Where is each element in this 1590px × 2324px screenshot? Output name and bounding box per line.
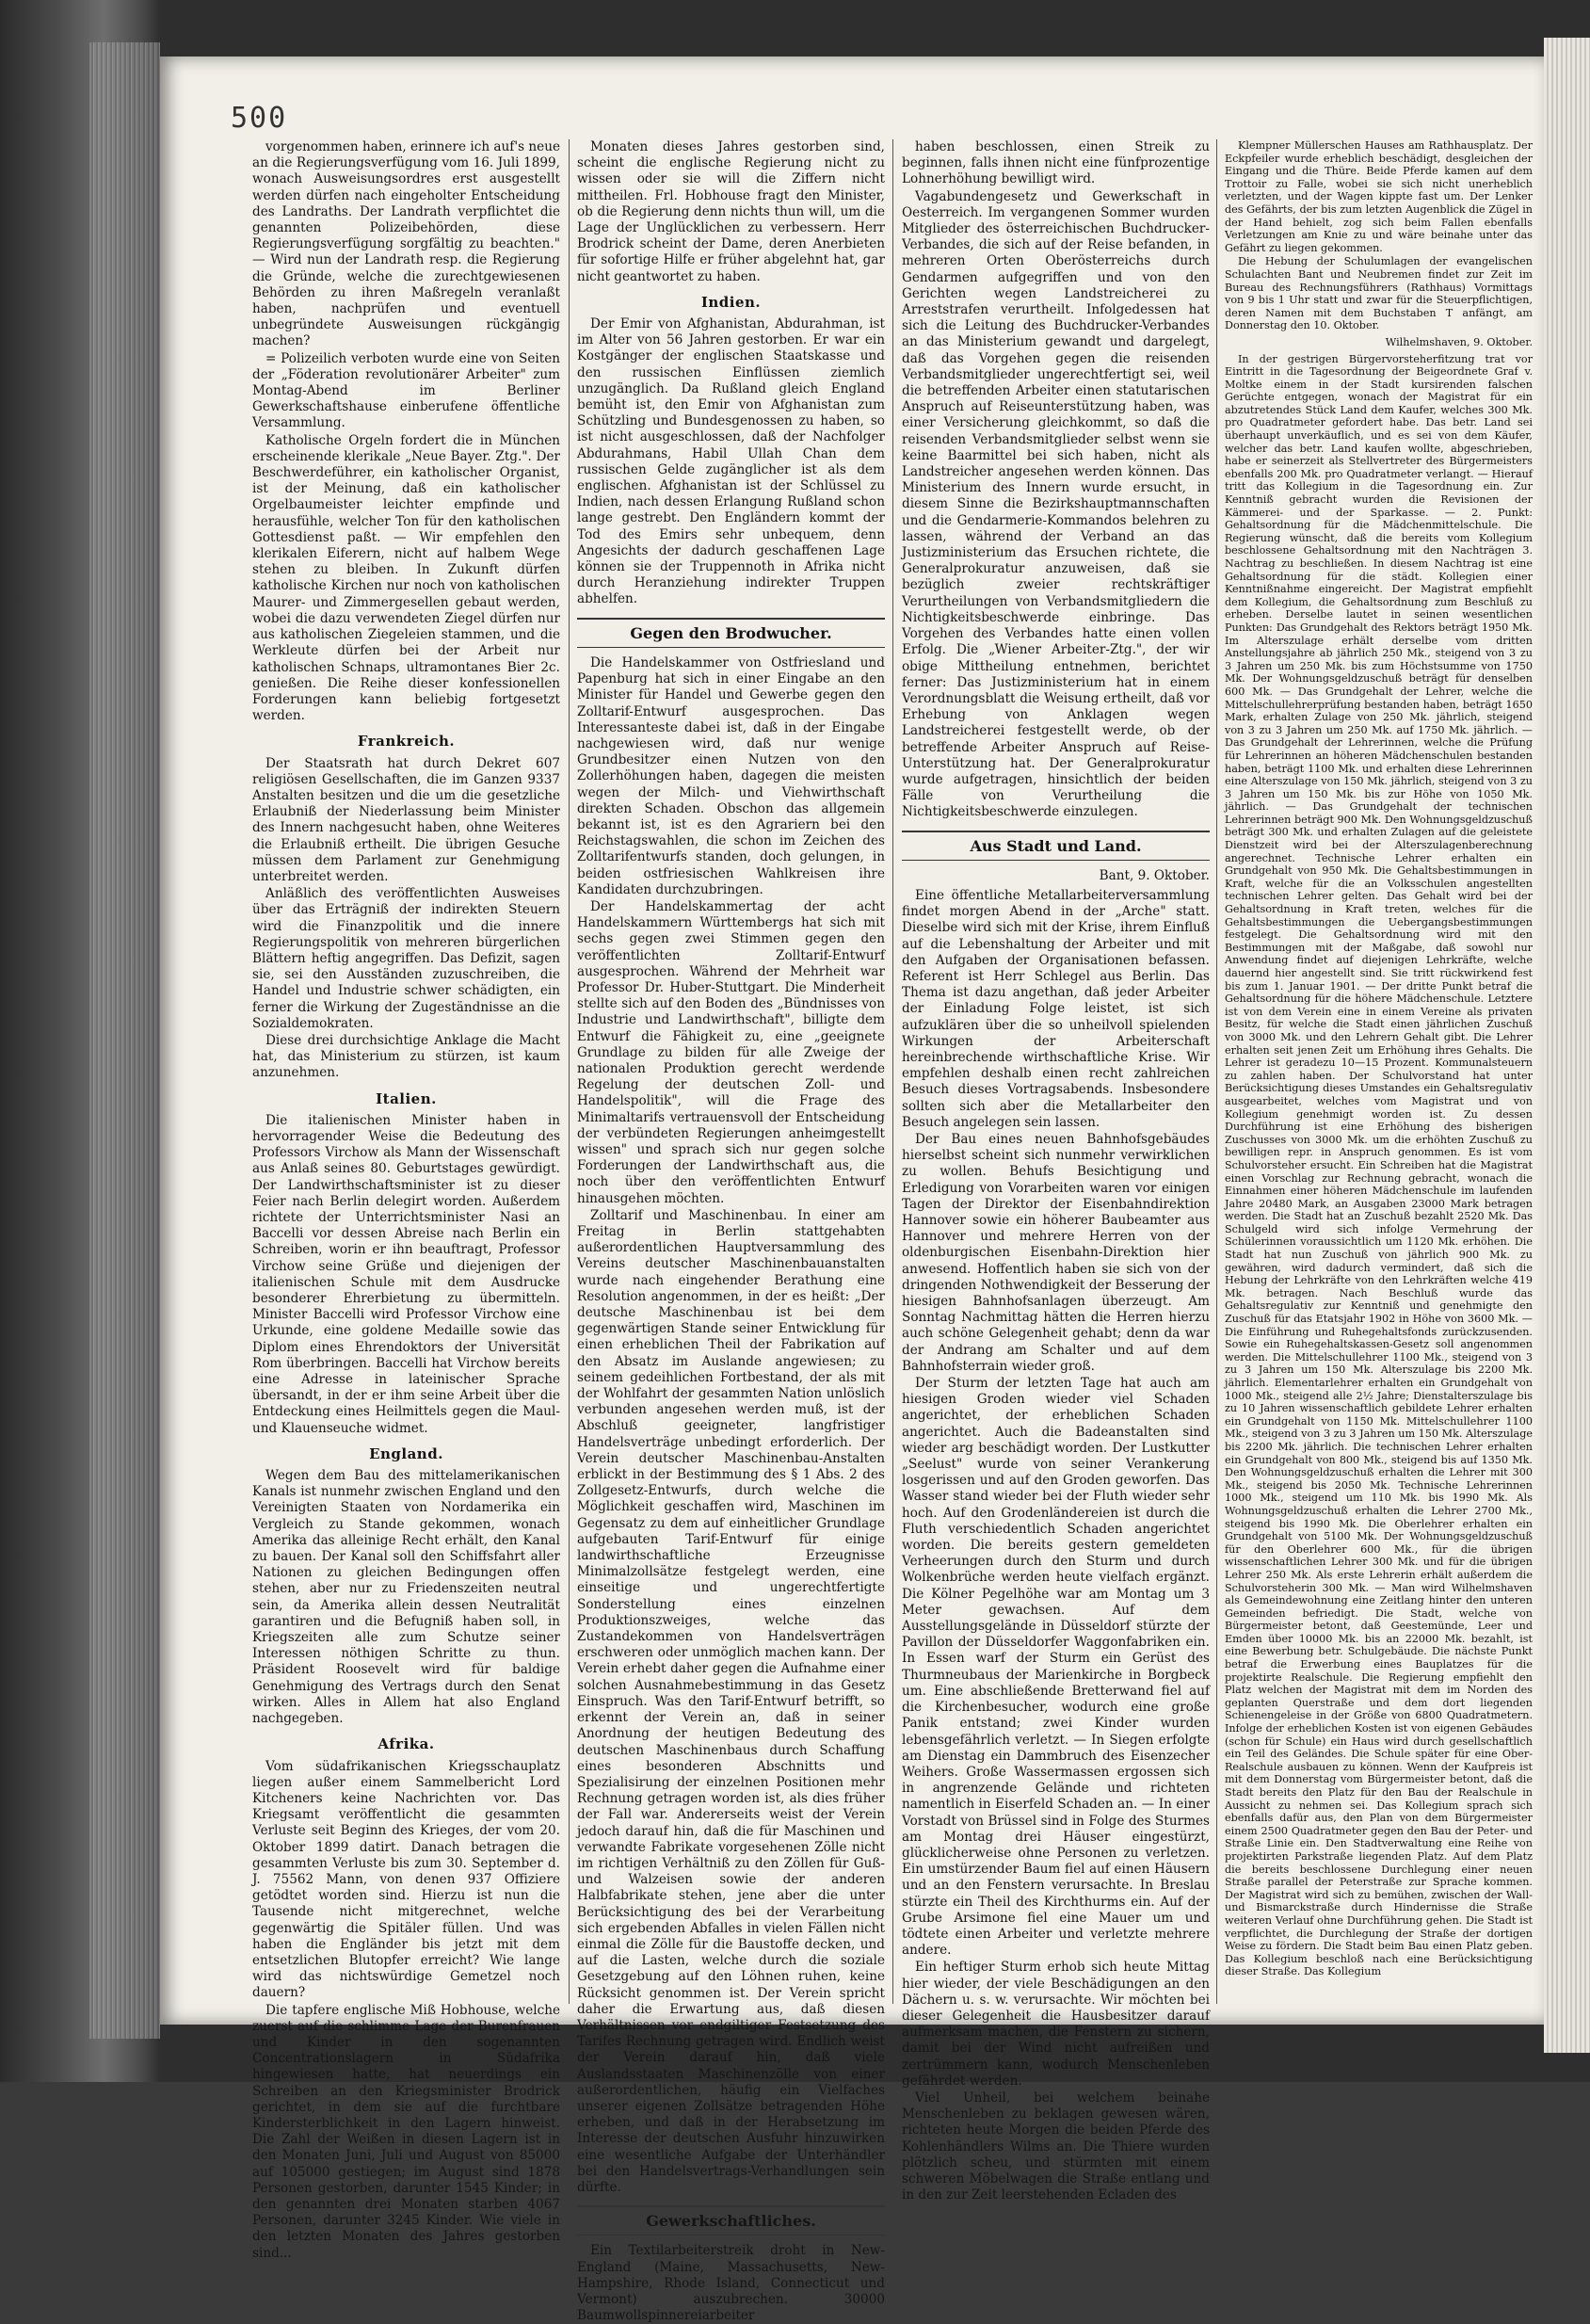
article-paragraph: Vagabundengesetz und Gewerkschaft in Oesterreich. Im vergangenen Sommer wurden Mitglieder des österreichischen Buchdrucker-Verbandes, die sich auf der Reise befanden, in mehreren Orten Oberösterreichs durch Gendarmen aufgegriffen und von den Gerichten wegen Landstreicherei zu Arreststrafen verurtheilt. Infolgedessen hat sich die Leitung des Buchdrucker-Verbandes an das Ministerium gewandt und dargelegt, daß das Vorgehen gegen die reisenden Verbandsmitglieder ungerechtfertigt sei, weil die betreffenden Arbeiter einen statutarischen Anspruch auf Reiseunterstützung haben, was einer Versicherung gleichkommt, so daß die reisenden Verbandsmitglieder selbst wenn sie keine Baarmittel bei sich haben, nicht als Landstreicher angesehen werden können. Das Ministerium des Innern wurde ersucht, in diesem Sinne die Bezirkshauptmannschaften und die Gendarmerie-Kommandos belehren zu lassen, während der Verband an das Justizministerium das Ersuchen richtete, die Generalprokuratur anzuweisen, daß sie bezüglich zweier rechtskräftiger Verurtheilungen von Verbandsmitgliedern die Nichtigkeitsbeschwerde einbringe. Das Vorgehen des Verbandes hatte einen vollen Erfolg. Die „Wiener Arbeiter-Ztg.", der wir obige Mittheilung entnehmen, berichtet ferner: Das Justizministerium hat in einem Verordnungsblatt die Weisung ertheilt, daß vor Erhebung von Anklagen wegen Landstreicherei festgestellt werde, ob der betreffende Arbeiter Anspruch auf Reise-Unterstützung hat. Der Generalprokuratur wurde aufgetragen, hinsichtlich der beiden Fälle von Verurtheilung die Nichtigkeitsbeschwerde einzulegen. — [902, 188, 1210, 820]
section-heading: Italien. — [376, 1089, 437, 1107]
article-paragraph: Vom südafrikanischen Kriegsschauplatz liegen außer einem Sammelbericht Lord Kitcheners keine Nachrichten vor. Das Kriegsamt veröffentlicht die gesammten Verluste seit Beginn des Krieges, der vom 20. Oktober 1899 datirt. Danach betragen die gesammten Verluste bis zum 30. September d. J. 75562 Mann, von denen 937 Offiziere getödtet worden sind. Hierzu ist nun die Tausende nicht mitgerechnet, welche gegenwärtig die Spitäler füllen. Und was haben die Engländer bis jetzt mit dem entsetzlichen Blutopfer erreicht? Wie lange wird das nichtswürdige Gemetzel noch dauern? — [252, 1758, 560, 2001]
article-paragraph: Viel Unheil, bei welchem beinahe Menschenleben zu beklagen gewesen wären, richteten heute Morgen die beiden Pferde des Kohlenhändlers Wilms an. Die Thiere wurden plötzlich scheu, und stürmten mit einem schweren Möbelwagen die Straße entlang und in den zur Zeit leerstehenden Ecladen des — [902, 2090, 1210, 2203]
article-paragraph: Wegen dem Bau des mittelamerikanischen Kanals ist nunmehr zwischen England und den Vereinigten Staaten von Nordamerika ein Vergleich zu Stande gekommen, wonach Amerika das alleinige Recht erhält, den Kanal zu bauen. Der Kanal soll den Schiffsfahrt aller Nationen zu gleichen Bedingungen offen stehen, aber nur zu Friedenszeiten neutral sein, da Amerika allein dessen Neutralität garantiren und die Befugniß haben soll, in Kriegszeiten alle zum Schutze seiner Interessen nöthigen Schritte zu thun. Präsident Roosevelt wird für baldige Genehmigung des Vertrags durch den Senat wirken. Alles in Allem hat also England nachgegeben. — [252, 1468, 560, 1727]
column-rule — [569, 139, 570, 2004]
boxed-section-heading: Gegen den Brodwucher. — [577, 618, 885, 648]
page-edge-stack — [1544, 38, 1590, 2053]
article-paragraph: = Polizeilich verboten wurde eine von Seiten der „Föderation revolutionärer Arbeiter" zum Montag-Abend im Berliner Gewerkschaftshause einberufene öffentliche Versammlung. — [252, 350, 560, 431]
article-paragraph: vorgenommen haben, erinnere ich auf's neue an die Regierungsverfügung vom 16. Juli 1899, wonach Ausweisungsordres erst ausgestellt werden dürfen nach eingeholter Entscheidung des Landraths. Der Landrath verpflichtet die genannten Polizeibehörden, diese Regierungsverfügung sorgfältig zu beachten." — Wird nun der Landrath resp. die Regierung die Gründe, welche die zurechtgewiesenen Behörden zu ihren Maßregeln veranlaßt haben, nachprüfen und eventuell unbegründete Ausweisungen rückgängig machen? — [252, 139, 560, 349]
article-paragraph: Klempner Müllerschen Hauses am Rathhausplatz. Der Eckpfeiler wurde erheblich beschädigt, desgleichen der Eingang und die Thüre. Beide Pferde kamen auf dem Trottoir zu Falle, wobei sie sich nicht unerheblich verletzten, und der Wagen kippte fast um. Der Lenker des Gefährts, der bis zum letzten Augenblick die Zügel in der Hand behielt, zog sich beim Fallen ebenfalls Verletzungen am Knie zu und wäre beinahe unter das Gefährt zu liegen gekommen. — [1225, 139, 1533, 254]
dateline: Wilhelmshaven, 9. Oktober. — [1385, 335, 1533, 348]
section-heading: Frankreich. — [357, 733, 456, 750]
article-paragraph: Der Sturm der letzten Tage hat auch am hiesigen Groden wieder viel Schaden angerichtet, der erheblichen Schaden angerichtet. Auch die Badeanstalten sind wieder arg beschädigt worden. Der Lustkutter „Seelust" wurde von seiner Verankerung losgerissen und auf den Groden geworfen. Das Wasser stand wieder bei der Fluth wieder sehr hoch. Auf den Grodenländereien ist durch die Fluth verschiedentlich Schaden angerichtet worden. Die bereits gestern gemeldeten Verheerungen durch den Sturm und durch Wolkenbrüche werden heute vielfach ergänzt. Die Kölner Pegelhöhe war am Montag um 3 Meter gewachsen. Auf dem Ausstellungsgelände in Düsseldorf stürzte der Pavillon der Düsseldorfer Waggonfabriken ein. In Essen warf der Sturm ein Gerüst des Thurmneubaus der Marienkirche in Borgbeck um. Eine abschließende Bretterwand fiel auf die Kirchenbesucher, wodurch eine große Panik entstand; zwei Kinder wurden lebensgefährlich verletzt. — In Siegen erfolgte am Dienstag ein Dammbruch des Eisenzecher Weihers. Große Wassermassen ergossen sich in angrenzende Gelände und richteten namentlich in Eiserfeld Schaden an. — In einer Vorstadt von Brüssel sind in Folge des Sturmes am Montag drei Häuser eingestürzt, glücklicherweise ohne Personen zu verletzen. Ein umstürzender Baum fiel auf einen Häusern und an den Fenstern verursachte. In Breslau stürzte ein Theil des Kirchthurms ein. Auf der Grube Arsimone fiel eine Mauer um und tödtete einen Arbeiter und verletzte mehrere andere. — [902, 1376, 1210, 1959]
article-paragraph: Die Hebung der Schulumlagen der evangelischen Schulachten Bant und Neubremen findet zur Zeit im Bureau des Rechnungsführers (Rathhaus) Vormittags von 9 bis 1 Uhr statt und zwar für die Steuerpflichtigen, deren Namen mit dem Buchstaben T anfängt, am Donnerstag den 10. Oktober. — [1225, 255, 1533, 332]
page-number: 500 — [231, 102, 288, 135]
article-paragraph: haben beschlossen, einen Streik zu beginnen, falls ihnen nicht eine fünfprozentige Lohnerhöhung bewilligt wird. — [902, 139, 1210, 187]
article-paragraph: Der Emir von Afghanistan, Abdurahman, ist im Alter von 56 Jahren gestorben. Er war ein Kostgänger der englischen Staatskasse und den russischen Einflüssen ziemlich unzugänglich. Da Rußland gleich England bemüht ist, den Emir von Afghanistan zum Schützling und Bundesgenossen zu haben, so ist nicht ausgeschlossen, daß der Nachfolger Abdurahmans, Habil Ullah Chan dem russischen Gelde zugänglicher ist als dem englischen. Afghanistan ist der Schlüssel zu Indien, nach dessen Erlangung Rußland schon lange gestrebt. Den Engländern kommt der Tod des Emirs sehr unbequem, denn Angesichts der dadurch geschaffenen Lage können sie der Truppennoth in Afrika nicht durch Heranziehung indirekter Truppen abhelfen. — [577, 316, 885, 607]
section-heading: Afrika. — [377, 1735, 435, 1753]
book-binding — [89, 42, 160, 2039]
article-paragraph: Die italienischen Minister haben in hervorragender Weise die Bedeutung des Professors Virchow als Mann der Wissenschaft aus Anlaß seines 80. Geburtstages gewürdigt. Der Landwirthschaftsminister ist zu dieser Feier nach Berlin delegirt worden. Außerdem richtete der Unterrichtsminister Nasi an Baccelli vor dessen Abreise nach Berlin ein Schreiben, worin er ihn beauftragt, Professor Virchow seine Grüße und diejenigen der italienischen Schule mit dem Ausdrucke besonderer Ehrerbietung zu übermitteln. Minister Baccelli wird Professor Virchow eine Urkunde, eine goldene Medaille sowie das Diplom eines Ehrendoktors der Universität Rom überbringen. Baccelli hat Virchow bereits eine Adresse in lateinischer Sprache übersandt, in der er ihm seine Arbeit über die Entdeckung eines Heilmittels gegen die Maul- und Klauenseuche widmet. — [252, 1112, 560, 1436]
boxed-section-heading: Gewerkschaftliches. — [577, 2205, 885, 2235]
column-rule — [1216, 139, 1217, 2004]
article-paragraph: Zolltarif und Maschinenbau. In einer am Freitag in Berlin stattgehabten außerordentlichen Hauptversammlung des Vereins deutscher Maschinenbauanstalten wurde nach eingehender Berathung eine Resolution angenommen, in der es heißt: „Der deutsche Maschinenbau ist bei dem gegenwärtigen Stande seiner Entwicklung für einen erheblichen Theil der Fabrikation auf den Absatz im Auslande angewiesen; zu seinem gedeihlichen Fortbestand, der als mit der Wohlfahrt der gesammten Nation unlöslich verbunden angesehen werden muß, ist der Abschluß geeigneter, langfristiger Handelsverträge unbedingt erforderlich. Der Verein deutscher Maschinenbau-Anstalten erblickt in der Bestimmung des § 1 Abs. 2 des Zollgesetz-Entwurfs, durch welche die Möglichkeit geschaffen wird, Maschinen im Gegensatz zu dem auf einheitlicher Grundlage aufgebauten Tarif-Entwurf für einige landwirthschaftliche Erzeugnisse Minimalzollsätze festgelegt werden, eine einseitige und ungerechtfertigte Sonderstellung eines einzelnen Produktionszweiges, welche das Zustandekommen von Handelsverträgen erschweren oder unmöglich machen kann. Der Verein erhebt daher gegen die Aufnahme einer solchen Ausnahmebestimmung in das Gesetz Einspruch. Was den Tarif-Entwurf betrifft, so erkennt der Verein an, daß in seiner Anordnung der heutigen Bedeutung des deutschen Maschinenbaus durch Schaffung eines besonderen Abschnitts und Spezialisirung der einzelnen Positionen mehr Rechnung getragen worden ist, als dies früher der Fall war. Andererseits weist der Verein jedoch darauf hin, daß die für Maschinen und verwandte Fabrikate vorgesehenen Zölle nicht im richtigen Verhältniß zu den Zöllen für Guß- und Walzeisen sowie der anderen Halbfabrikate stehen, jene aber die unter Berücksichtigung des bei der Verarbeitung sich ergebenden Abfalles in vielen Fällen nicht einmal die Zölle für die Baustoffe decken, und auf die Lasten, welche durch die soziale Gesetzgebung auf den Löhnen ruhen, keine Rücksicht genommen ist. Der Verein spricht daher die Erwartung aus, daß diesen Verhältnissen vor endgiltiger Festsetzung des Tarifes Rechnung getragen wird. Endlich weist der Verein darauf hin, daß viele Auslandsstaaten Maschinenzölle von einer außerordentlichen, häufig ein Vielfaches unserer eigenen Zollsätze betragenden Höhe erheben, und daß in der Herabsetzung im Interesse der deutschen Ausfuhr hinzuwirken eine wesentliche Aufgabe der Unterhändler bei den Handelsvertrags-Verhandlungen sein dürfte. — [577, 1207, 885, 2195]
section-heading: Indien. — [700, 293, 762, 311]
article-paragraph: Der Staatsrath hat durch Dekret 607 religiösen Gesellschaften, die im Ganzen 9337 Anstalten besitzen und die um die gesetzliche Erlaubniß der Niederlassung beim Minister des Innern nachgesucht haben, ohne Weiteres die Erlaubniß ertheilt. Die übrigen Gesuche müssen dem Parlament zur Genehmigung unterbreitet werden. — [252, 755, 560, 884]
article-paragraph: Ein Textilarbeiterstreik droht in New-England (Maine, Massachusetts, New-Hampshire, Rhode Island, Connecticut und Vermont) auszubrechen. 30000 Baumwollspinnereiarbeiter — [577, 2243, 885, 2324]
column-4 — [1225, 139, 1533, 2013]
article-paragraph: Ein heftiger Sturm erhob sich heute Mittag hier wieder, der viele Beschädigungen an den Dächern u. s. w. verursachte. Wir möchten bei dieser Gelegenheit die Hausbesitzer darauf aufmerksam machen, die Fenstern zu sichern, damit bei der Wind nicht aufreißen und zertrümmern kann, wodurch Menschenleben gefährdet werden. — [902, 1960, 1210, 2089]
article-paragraph: Die Handelskammer von Ostfriesland und Papenburg hat sich in einer Eingabe an den Minister für Handel und Gewerbe gegen den Zolltarif-Entwurf ausgesprochen. Das Interessanteste dabei ist, daß in der Eingabe nachgewiesen wird, daß nur wenige Grundbesitzer einen Nutzen von den Zollerhöhungen haben, dagegen die meisten wegen der Milch- und Viehwirthschaft direkten Schaden. Obschon das allgemein bekannt ist, ist es den Agrariern bei den Reichstagswahlen, die schon im Zeichen des Zolltarifentwurfs standen, doch gelungen, in beiden ostfriesischen Wahlkreisen ihre Kandidaten durchzubringen. — [577, 654, 885, 897]
dateline: Bant, 9. Oktober. — [1099, 867, 1210, 883]
column-3 — [902, 139, 1210, 2203]
section-heading: England. — [369, 1444, 443, 1462]
article-paragraph: Katholische Orgeln fordert die in München erscheinende klerikale „Neue Bayer. Ztg.". Der Beschwerdeführer, ein katholischer Organist, ist der Meinung, daß ein katholischer Orgelbaumeister leichter empfinde und herausfühle, welcher Ton für den katholischen Gottesdienst paßt. — Wir empfehlen den klerikalen Eiferern, nicht auf halbem Wege stehen zu bleiben. In Zukunft dürfen katholische Kirchen nur noch von katholischen Maurer- und Zimmergesellen gebaut werden, wobei die dazu verwendeten Ziegel dürfen nur aus katholischen Ziegeleien stammen, und die Werkleute dürfen bei der Arbeit nur katholischen Schnaps, ultramontanes Bier 2c. genießen. Die Reihe dieser konfessionellen Forderungen kann beliebig fortgesetzt werden. — [252, 432, 560, 724]
article-paragraph: Der Handelskammertag der acht Handelskammern Württembergs hat sich mit sechs gegen zwei Stimmen gegen den veröffentlichten Zolltarif-Entwurf ausgesprochen. Während der Mehrheit war Professor Dr. Huber-Stuttgart. Die Minderheit stellte sich auf den Boden des „Bündnisses von Industrie und Landwirthschaft", billigte dem Entwurf die Fähigkeit zu, eine „geeignete Grundlage zu bilden für alle Zweige der nationalen Produktion gerecht werdende Regelung der deutschen Zoll- und Handelspolitik", will die Frage des Minimaltarifs vertrauensvoll der Entscheidung der verbündeten Regierungen anheimgestellt wissen" und sprach sich nur gegen solche Forderungen der Landwirthschaft aus, die noch über den veröffentlichten Entwurf hinausgehen möchten. — [577, 898, 885, 1206]
article-paragraph: Der Bau eines neuen Bahnhofsgebäudes hierselbst scheint sich nunmehr verwirklichen zu wollen. Behufs Besichtigung und Erledigung von Vorarbeiten waren vor einigen Tagen der Direktor der Eisenbahndirektion Hannover sowie ein höherer Baubeamter aus Hannover und mehrere Herren von der oldenburgischen Eisenbahn-Direktion hier anwesend. Hoffentlich haben sie sich von der dringenden Nothwendigkeit der Besserung der hiesigen Bahnhofsanlagen überzeugt. Am Sonntag Nachmittag hätten die Herren hierzu auch schöne Gelegenheit gehabt; denn da war der Andrang am Schalter und auf dem Bahnhofsterrain wieder groß. — [902, 1131, 1210, 1374]
text-columns — [252, 139, 1533, 2324]
article-paragraph: Die tapfere englische Miß Hobhouse, welche zuerst auf die schlimme Lage der Burenfrauen und Kinder in den sogenannten Concentrationslagern in Südafrika hingewiesen hatte, hat neuerdings ein Schreiben an den Kriegsminister Brodrick gerichtet, in dem sie auf die furchtbare Kindersterblichkeit in den Lagern hinweist. Die Zahl der Weißen in diesen Lagern ist in den Monaten Juni, Juli und August von 85000 auf 105000 gestiegen; im August sind 1878 Personen gestorben, darunter 1545 Kinder; in den genannten drei Monaten starben 4067 Personen, darunter 3245 Kinder. Wie viele in den letzten Monaten des Jahres gestorben sind... — [252, 2002, 560, 2261]
article-paragraph: Anläßlich des veröffentlichten Ausweises über das Erträgniß der indirekten Steuern wird die Finanzpolitik und die innere Regierungspolitik von mehreren bürgerlichen Blättern heftig angegriffen. Das Defizit, sagen sie, sei den Ausständen zuzuschreiben, die Handel und Industrie schwer schädigten, ein ferner die Wirkung der Zugeständnisse an die Sozialdemokraten. — [252, 886, 560, 1031]
article-paragraph: Diese drei durchsichtige Anklage die Macht hat, das Ministerium zu stürzen, ist kaum anzunehmen. — [252, 1032, 560, 1081]
article-paragraph: Eine öffentliche Metallarbeiterversammlung findet morgen Abend in der „Arche" statt. Dieselbe wird sich mit der Krise, ihrem Einfluß auf die Lebenshaltung der Arbeiter und mit den Aufgaben der Organisationen befassen. Referent ist Herr Schlegel aus Berlin. Das Thema ist dazu angethan, daß jeder Arbeiter der Einladung Folge leistet, ist sich aufzuklären über die so unheilvoll spielenden Wirkungen der Arbeiterschaft hereinbrechende wirthschaftliche Krise. Wir empfehlen deshalb einen recht zahlreichen Besuch dieses Vortragsabends. Insbesondere sollten sich aber die Metallarbeiter den Besuch angelegen sein lassen. — [902, 887, 1210, 1130]
article-paragraph: In der gestrigen Bürgervorsteherfitzung trat vor Eintritt in die Tagesordnung der Beigeordnete Graf v. Moltke einem in der Stadt kursirenden falschen Gerüchte entgegen, wonach der Magistrat für ein abzutretendes Stück Land dem Kaufer, welches 300 Mk. pro Quadratmeter gefordert habe. Das betr. Land sei überhaupt unverkäuflich, und es sei von dem Käufer, welcher das betr. Land kaufen wollte, abgeschrieben, habe er seinerzeit als Stellvertreter des Bürgermeisters ebenfalls 200 Mk. pro Quadratmeter verlangt. — Hierauf tritt das Kollegium in die Tagesordnung ein. Zur Kenntniß gebracht wurden die Revisionen der Kämmerei- und der Sparkasse. — 2. Punkt: Gehaltsordnung für die Mädchenmittelschule. Die Regierung wünscht, daß die bereits vom Kollegium beschlossene Gehaltsordnung mit den Nachträgen 3. Nachtrag zu beschließen. In diesem Nachtrag ist eine Gehaltsordnung für die städt. Kollegien einer Kenntnißnahme eingereicht. Der Magistrat empfiehlt dem Kollegium, die Gehaltsordnung zum Beschluß zu erheben. Derselbe lautet in seinen wesentlichen Punkten: Das Grundgehalt des Rektors beträgt 1950 Mk. Im Alterszulage erhält derselbe vom dritten Anstellungsjahre ab jährlich 250 Mk., steigend von 3 zu 3 Jahren um 250 Mk. bis zum Höchstsumme von 1750 Mk. Der Wohnungsgeldzuschuß beträgt für denselben 600 Mk. — Das Grundgehalt der Lehrer, welche die Mittelschullehrerprüfung bestanden haben, beträgt 1650 Mark, erhalten Zulage von 250 Mk. jährlich, steigend von 3 zu 3 Jahren um 250 Mk. auf 1750 Mk. jährlich. — Das Grundgehalt der Lehrerinnen, welche die Prüfung für Lehrerinnen an höheren Mädchenschulen bestanden haben, beträgt 1100 Mk. und erhalten diese Lehrerinnen eine Alterszulage von 150 Mk. jährlich, steigend von 3 zu 3 Jahren um 150 Mk. bis zur Höhe von 1050 Mk. jährlich. — Das Grundgehalt der technischen Lehrerinnen beträgt 900 Mk. Den Wohnungsgeldzuschuß beträgt 300 Mk. und erhalten Zulagen auf die geleistete Dienstzeit wird bei der Alterszulagenberechnung angerechnet. Technische Lehrer erhalten ein Grundgehalt von 950 Mk. Die Gehaltsbestimmungen in Kraft, welche für die an Volksschulen angestellten technischen Lehrer gelten. Das Gehalt wird bei der Gehaltsordnung in Kraft treten, welches für die Gehaltsbestimmungen die Uebergangsbestimmungen festgelegt. Die Gehaltsordnung wird mit den Bestimmungen mit der Maßgabe, daß sowohl nur Anwendung findet auf diejenigen Lehrkräfte, welche dauernd hier angestellt sind. Sie tritt rückwirkend fest bis zum 1. Januar 1901. — Der dritte Punkt betraf die Gehaltsordnung für die höhere Mädchenschule. Letztere ist von dem Verein eine in einem Vereine als privaten Besitz, für welche die Stadt einen jährlichen Zuschuß von 3000 Mk. und den Lehrern Gehalt gibt. Die Lehrer erhalten seit jenen Zeit um Erhöhung ihres Gehalts. Die Lehrer ist geradezu 10—15 Prozent. Kommunalsteuern zu zahlen haben. Der Schulvorstand hat unter Berücksichtigung dieses Umstandes ein Gehaltsregulativ ausgearbeitet, welches vom Magistrat und von Kollegium genehmigt worden ist. Zu dessen Durchführung ist eine Erhöhung des bisherigen Zuschusses von 3000 Mk. um die erhöhten Zuschuß zu bewilligen repr. in Anspruch genommen. Es ist vom Schulvorsteher ersucht. Ein Schreiben hat die Magistrat einen Vorschlag zur Rechnung gebracht, wonach die Einnahmen einer höheren Mädchenschule im laufenden Jahre 20480 Mark, an Ausgaben 23000 Mark betragen werden. Die Stadt hat an Zuschuß bezahlt 2520 Mk. Das Schulgeld wird sich infolge Vermehrung der Schülerinnen voraussichtlich um 1120 Mk. erhöhen. Die Stadt hat nun Zuschuß von jährlich 900 Mk. zu gewähren, wird dadurch vermindert, daß sich die Hebung der Lehrkräfte von den Lehrkräften welche 419 Mk. betragen. Nach Beschluß wurde das Gehaltsregulativ zur Kenntniß und genehmigte den Zuschuß für das Etatsjahr 1902 in Höhe von 3600 Mk. — Die Einführung und Ruhegehaltsfonds zurückzusenden. Sowie ein Ruhegehaltskassen-Gesetz soll angenommen werden. Die Mittelschullehrer 1100 Mk., steigend von 3 zu 3 Jahren um 150 Mk. Alterszulage bis 2200 Mk. jährlich. Elementarlehrer erhalten ein Grundgehalt von 1000 Mk., steigend alle 2½ Jahre; Dienstalterszulage bis zu 10 Jahren wissenschaftlich gebildete Lehrer erhalten ein Grundgehalt von 1150 Mk. Mittelschullehrer 1100 Mk., steigend von 3 zu 3 Jahren um 150 Mk. Alterszulage bis 2200 Mk. jährlich. Die technischen Lehrer erhalten ein Grundgehalt von 800 Mk., steigend bis auf 1350 Mk. Den Wohnungsgeldzuschuß erhalten die Lehrer mit 300 Mk., steigend bis 2050 Mk. Technische Lehrerinnen 1000 Mk., steigend um 110 Mk. bis 1990 Mk. Als Wohnungsgeldzuschuß erhalten die Lehrer 2700 Mk., steigend bis 1990 Mk. Die Oberlehrer erhalten ein Grundgehalt von 5100 Mk. Der Wohnungsgeldzuschuß für den Oberlehrer 600 Mk., für die übrigen wissenschaftlichen Lehrer 300 Mk. und für die übrigen Lehrer 250 Mk. Als erste Lehrerin erhält außerdem die Schulvorsteherin 300 Mk. — Man wird Wilhelmshaven als Gemeindewohnung eine Zeitlang hinter den unteren Gemeinden befriedigt. Die Stadt, welche von Bürgermeister betont, daß Geestemünde, Leer und Emden über 10000 Mk. bis an 22000 Mk. bezahlt, ist eine Bewerbung betr. Schulgebäude. Die nächste Punkt betraf die Erwerbung eines Bauplatzes für die projektirte Realschule. Die Regierung empfiehlt den Platz welchen der Magistrat mit dem im Norden des geplanten Querstraße und dem dort liegenden Schienengeleise in der Größe von 6800 Quadratmetern. Infolge der erheblichen Kosten ist von eigenen Gebäudes (schon für Schule) ein Haus wird durch gesellschaftlich ein Teil des Geländes. Die Schule später für eine Ober-Realschule ausbauen zu können. Wenn der Kaufpreis ist mit dem Donnerstag vom Bürgermeister betont, daß die Stadt bereits den Platz für den Bau der Realschule in Aussicht zu nehmen sei. Das Kollegium sprach sich ebenfalls dafür aus, den Plan von dem Bürgermeister einem 2500 Quadratmeter gegen den Bau der Peter- und Straße Linie ein. Den Stadtverwaltung eine Reihe von projektirten Parkstraße liegenden Platz. Auf dem Platz die bereits beschlossene Durchlegung einer neuen Straße parallel der Peterstraße zur Sprache kommen. Der Magistrat wird sich zu bemühen, zwischen der Wall- und Bismarckstraße durch Hindernisse die Straße weiteren Verlauf ohne Durchführung gehen. Die Stadt ist verpflichtet, die Durchlegung der Straße der dortigen Weise zu fördern. Die Stadt beim Bau einen Platz geben. Das Kollegium beschloß nach eine Berücksichtigung dieser Straße. Das Kollegium — [1225, 352, 1533, 1978]
boxed-section-heading: Aus Stadt und Land. — [902, 831, 1210, 861]
article-paragraph: Monaten dieses Jahres gestorben sind, scheint die englische Regierung nicht zu wissen oder sie will die Ziffern nicht mittheilen. Frl. Hobhouse fragt den Minister, ob die Regierung denn nichts thun will, um die Lage der Unglücklichen zu verbessern. Herr Brodrick scheint der Dame, deren Anerbieten für sofortige Hilfe er früher abgelehnt hat, gar nicht geantwortet zu haben. — [577, 139, 885, 284]
column-2 — [577, 139, 885, 2324]
column-rule — [892, 139, 893, 2004]
column-1 — [252, 139, 560, 2261]
